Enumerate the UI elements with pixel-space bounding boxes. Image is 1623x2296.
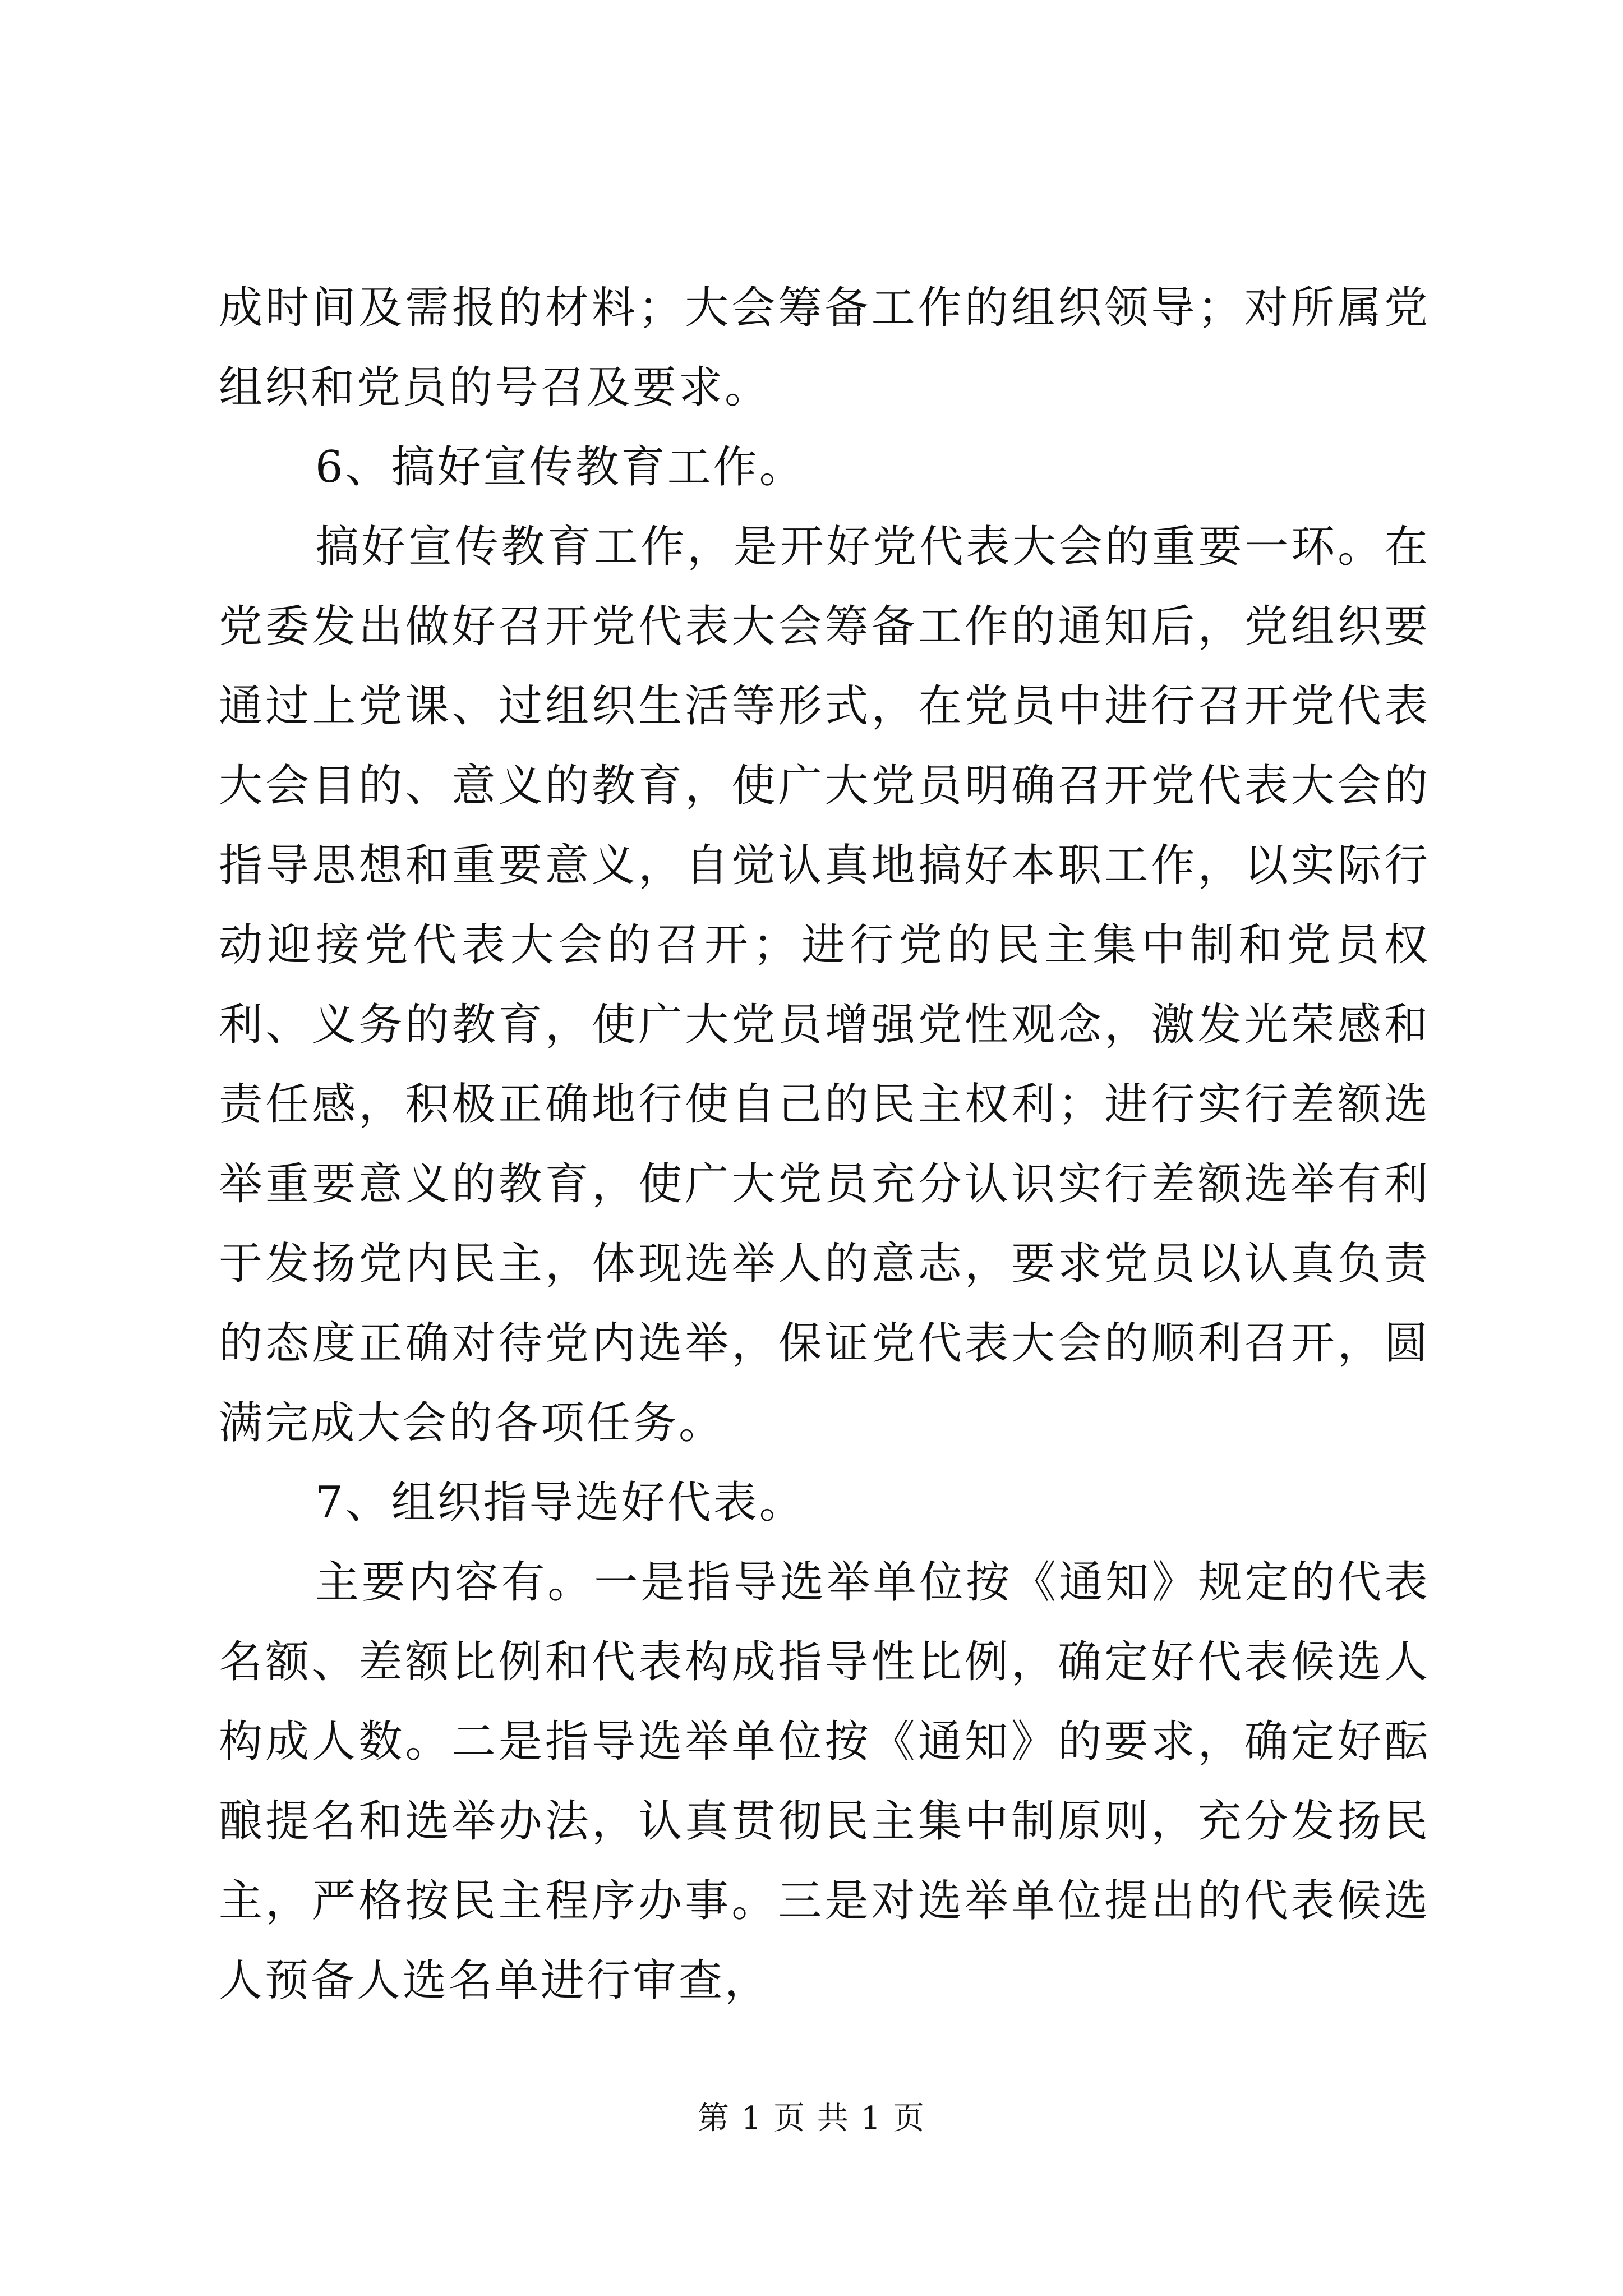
page-footer: 第 1 页 共 1 页 (697, 2100, 926, 2137)
section-heading-7: 7、组织指导选好代表。 (315, 1478, 805, 1528)
paragraph-continuation: 成时间及需报的材料；大会筹备工作的组织领导；对所属党组织和党员的号召及要求。 (219, 283, 1430, 413)
document-body (219, 268, 1430, 2021)
paragraph-publicity-education: 搞好宣传教育工作，是开好党代表大会的重要一环。在党委发出做好召开党代表大会筹备工作的通知后，党组织要通过上党课、过组织生活等形式，在党员中进行召开党代表大会目的、意义的教育，使广大党员明确召开党代表大会的指导思想和重要意义，自觉认真地搞好本职工作，以实际行动迎接党代表大会的召开；进行党的民主集中制和党员权利、义务的教育，使广大党员增强党性观念，激发光荣感和责任感，积极正确地行使自己的民主权利；进行实行差额选举重要意义的教育，使广大党员充分认识实行差额选举有利于发扬党内民主，体现选举人的意志，要求党员以认真负责的态度正确对待党内选举，保证党代表大会的顺利召开，圆满完成大会的各项任务。 (219, 522, 1430, 1448)
section-heading-6: 6、搞好宣传教育工作。 (315, 442, 805, 493)
paragraph-guide-election: 主要内容有。一是指导选举单位按《通知》规定的代表名额、差额比例和代表构成指导性比例，确定好代表候选人构成人数。二是指导选举单位按《通知》的要求，确定好酝酿提名和选举办法，认真贯彻民主集中制原则，充分发扬民主，严格按民主程序办事。三是对选举单位提出的代表候选人预备人选名单进行审查， (219, 1557, 1430, 2006)
